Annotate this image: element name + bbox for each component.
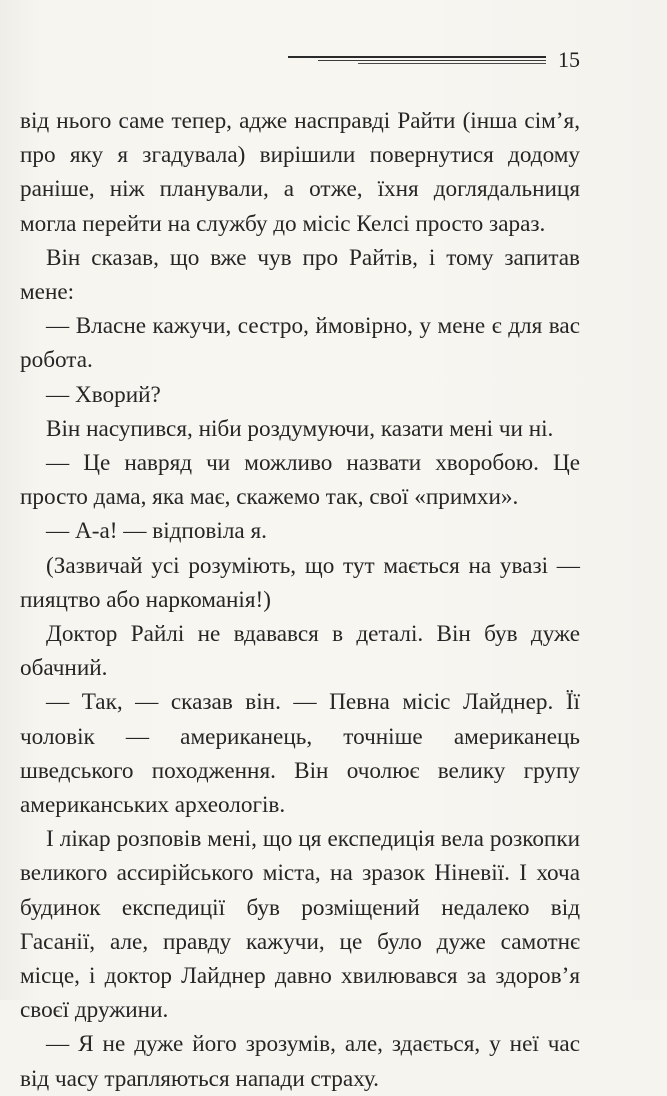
paragraph: — Власне кажучи, сестро, ймовірно, у мене є для вас робота. — [20, 313, 580, 374]
paragraph: (Зазвичай усі розуміють, що тут мається на увазі — пияцтво або наркоманія!) — [20, 552, 580, 613]
header-rule-line — [358, 63, 546, 64]
paragraph: — Це навряд чи можливо назвати хворобою. Це просто дама, яка має, скажемо так, свої «примхи». — [20, 450, 580, 511]
paragraph: — Хворий? — [46, 381, 161, 408]
running-header — [288, 46, 588, 74]
body-text — [20, 104, 580, 1096]
paragraph: — А-а! — відповіла я. — [46, 518, 267, 545]
paragraph: від нього саме тепер, адже насправді Райти (інша сім’я, про яку я згадувала) вирішили повернутися додому раніше, ніж планували, а отже, їхня доглядальниця могла перейти на службу до місіс Келсі просто зараз. — [20, 108, 580, 237]
paragraph: — Я не дуже його зрозумів, але, здається, у неї час від часу трапляються напади страху. — [20, 1031, 580, 1092]
header-rule — [288, 56, 546, 65]
paragraph: Він сказав, що вже чув про Райтів, і тому запитав мене: — [20, 244, 580, 306]
header-rule-line — [318, 60, 546, 61]
page-number: 15 — [558, 47, 580, 72]
paragraph: І лікар розповів мені, що ця експедиція вела розкопки великого ассирійського міста, на зразок Ніневії. І хоча будинок експедиції був розміщений недалеко від Гасанії, але, правду кажучи, це було дуже самотнє місце, і доктор Лайднер давно хвилювався за здоров’я своєї дружини. — [20, 826, 580, 1024]
paragraph: Він насупився, ніби роздумуючи, казати мені чи ні. — [46, 415, 554, 442]
header-rule-line — [288, 56, 546, 58]
paragraph: — Так, — сказав він. — Певна місіс Лайднер. Її чоловік — американець, точніше американець шведського походження. Він очолює велику групу американських археологів. — [20, 689, 580, 819]
paragraph: Доктор Райлі не вдавався в деталі. Він був дуже обачний. — [20, 621, 580, 682]
